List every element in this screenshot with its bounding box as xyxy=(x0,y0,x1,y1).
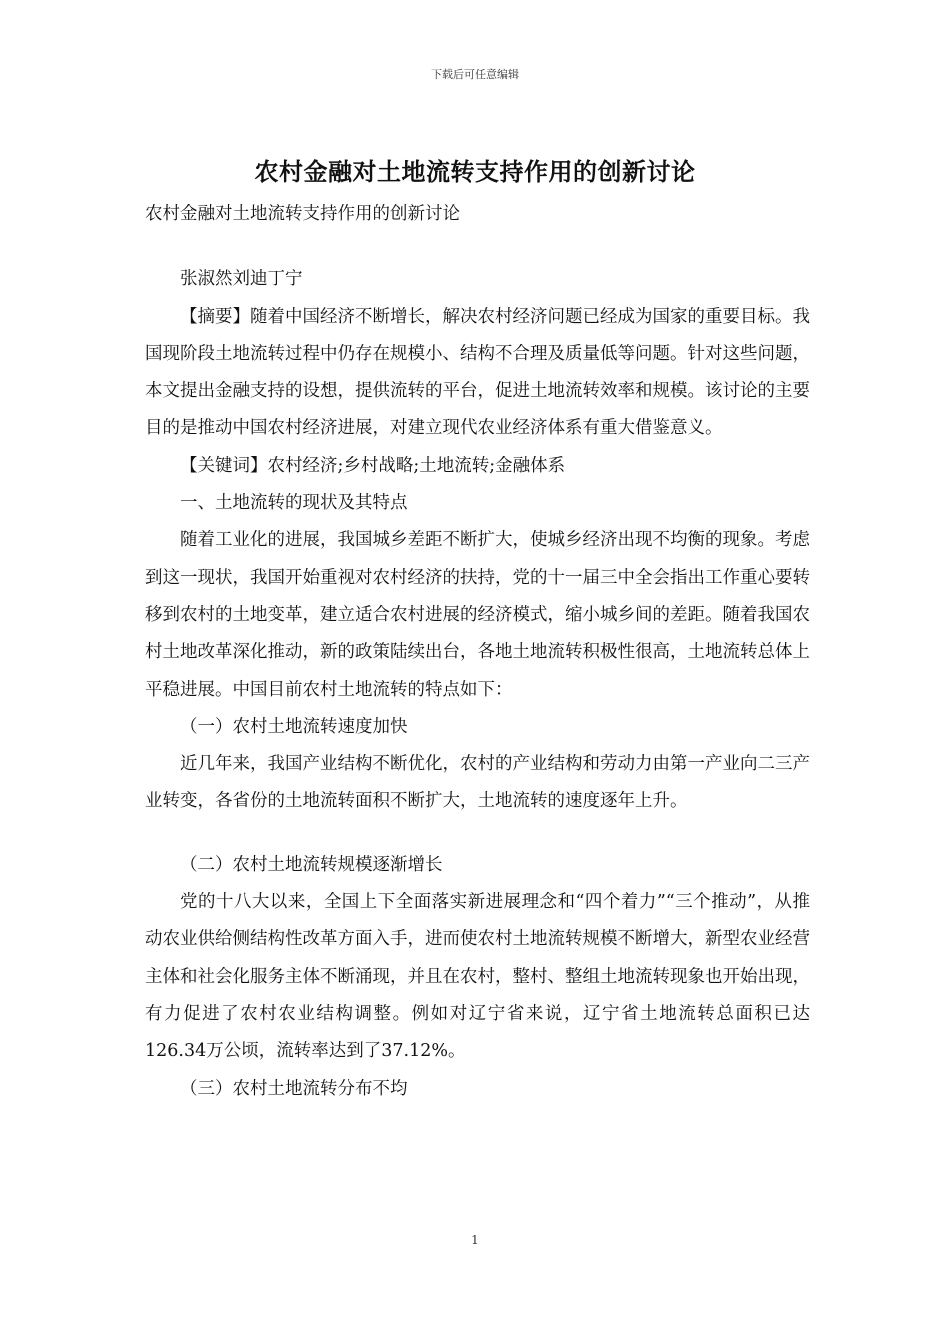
spacer xyxy=(145,233,810,261)
page-number: 1 xyxy=(471,1233,479,1247)
document-body xyxy=(145,196,810,1108)
authors: 张淑然刘迪丁宁 xyxy=(180,269,303,290)
subsection-2-heading: （二）农村土地流转规模逐渐增长 xyxy=(180,854,443,875)
keywords-paragraph: 【关键词】农村经济;乡村战略;土地流转;金融体系 xyxy=(180,455,566,476)
page-header-note: 下载后可任意编辑 xyxy=(431,68,519,81)
subtitle: 农村金融对土地流转支持作用的创新讨论 xyxy=(145,204,460,224)
abstract-paragraph: 【摘要】随着中国经济不断增长，解决农村经济问题已经成为国家的重要目标。我国现阶段土地流转过程中仍存在规模小、结构不合理及质量低等问题。针对这些问题，本文提出金融支持的设想，提供流转的平台，促进土地流转效率和规模。该讨论的主要目的是推动中国农村经济进展，对建立现代农业经济体系有重大借鉴意义。 xyxy=(145,306,810,439)
document-title: 农村金融对土地流转支持作用的创新讨论 xyxy=(254,158,696,186)
spacer xyxy=(145,821,810,847)
subsection-2-paragraph: 党的十八大以来，全国上下全面落实新进展理念和“四个着力”“三个推动”，从推动农业供给侧结构性改革方面入手，进而使农村土地流转规模不断增大，新型农业经营主体和社会化服务主体不断涌现，并且在农村，整村、整组土地流转现象也开始出现，有力促进了农村农业结构调整。例如对辽宁省来说，辽宁省土地流转总面积已达126.34万公顷，流转率达到了37.12%。 xyxy=(145,892,810,1062)
section-1-heading: 一、土地流转的现状及其特点 xyxy=(180,493,408,514)
subsection-1-paragraph: 近几年来，我国产业结构不断优化，农村的产业结构和劳动力由第一产业向二三产业转变，各省份的土地流转面积不断扩大，土地流转的速度逐年上升。 xyxy=(145,754,810,812)
subsection-3-heading: （三）农村土地流转分布不均 xyxy=(180,1078,408,1099)
subsection-1-heading: （一）农村土地流转速度加快 xyxy=(180,716,408,737)
section-1-paragraph: 随着工业化的进展，我国城乡差距不断扩大，使城乡经济出现不均衡的现象。考虑到这一现状，我国开始重视对农村经济的扶持，党的十一届三中全会指出工作重心要转移到农村的土地变革，建立适合农村进展的经济模式，缩小城乡间的差距。随着我国农村土地改革深化推动，新的政策陆续出台，各地土地流转积极性很高，土地流转总体上平稳进展。中国目前农村土地流转的特点如下： xyxy=(145,530,810,700)
